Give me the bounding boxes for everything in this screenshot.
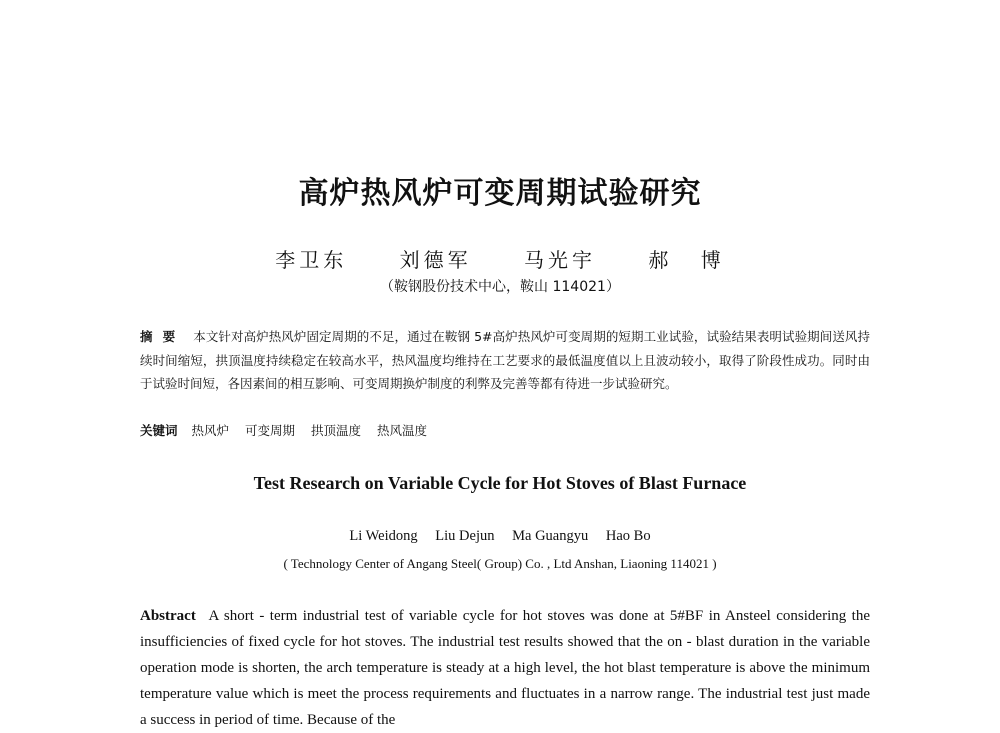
chinese-title: 高炉热风炉可变周期试验研究 <box>298 176 702 211</box>
chinese-abstract <box>140 325 870 396</box>
english-title: Test Research on Variable Cycle for Hot Stoves of Blast Furnace <box>253 473 747 493</box>
english-author: Liu Dejun <box>435 528 495 544</box>
chinese-affiliation: （鞍钢股份技术中心，鞍山 114021） <box>380 279 620 295</box>
english-author: Ma Guangyu <box>512 528 589 544</box>
chinese-author: 郝 博 <box>648 248 725 272</box>
keyword: 拱顶温度 <box>311 423 362 438</box>
english-abstract-text: A short - term industrial test of variable cycle for hot stoves was done at 5#BF in Ansteel considering the insufficiencies of fixed cycle for hot stoves. The industrial test results showed that the on - blast duration in the variable operation mode is shorten, the arch temperature is steady at a high level, the hot blast temperature is above the minimum temperature value which is meet the process requirements and fluctuates in a narrow range. The industrial test just made a success in period of time. Because of the <box>140 608 870 728</box>
chinese-author: 马光宇 <box>524 248 596 272</box>
chinese-keywords <box>140 420 870 442</box>
keyword: 热风炉 <box>191 423 230 438</box>
english-authors <box>0 528 1000 545</box>
chinese-keywords-label: 关键词 <box>140 423 178 438</box>
chinese-authors <box>0 244 1000 273</box>
english-affiliation: ( Technology Center of Angang Steel( Group) Co. , Ltd Anshan, Liaoning 114021 ) <box>283 556 717 571</box>
english-abstract <box>140 603 870 733</box>
keyword: 热风温度 <box>377 423 428 438</box>
keyword: 可变周期 <box>245 423 296 438</box>
english-author: Hao Bo <box>605 528 651 544</box>
english-abstract-label: Abstract <box>140 608 196 624</box>
chinese-author: 李卫东 <box>275 248 348 272</box>
chinese-abstract-text: 本文针对高炉热风炉固定周期的不足，通过在鞍钢 5#高炉热风炉可变周期的短期工业试验，试验结果表明试验期间送风持续时间缩短，拱顶温度持续稳定在较高水平，热风温度均维持在工艺要求的最低温度值以上且波动较小，取得了阶段性成功。同时由于试验时间短，各因素间的相互影响、可变周期换炉制度的利弊及完善等都有待进一步试验研究。 <box>140 329 870 391</box>
chinese-author: 刘德军 <box>399 248 472 272</box>
english-author: Li Weidong <box>349 528 418 544</box>
chinese-abstract-label: 摘要 <box>140 329 186 344</box>
